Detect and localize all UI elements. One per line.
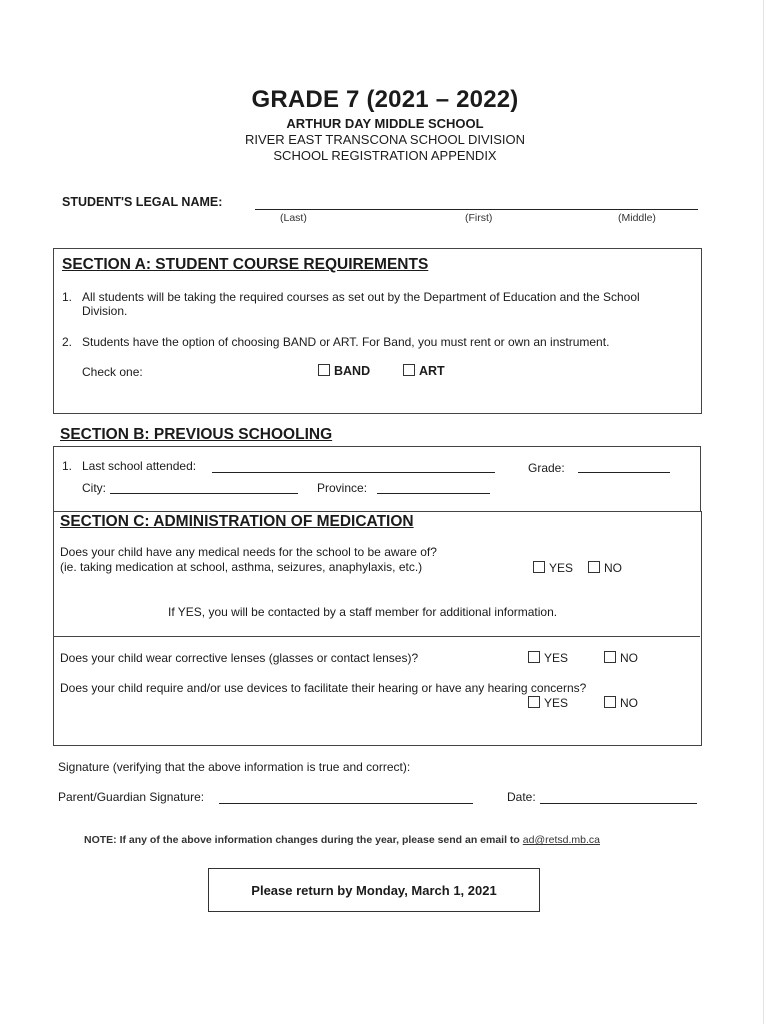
item2-text: Students have the option of choosing BAND or ART. For Band, you must rent or own an instrument. bbox=[82, 335, 610, 349]
last-name-caption: (Last) bbox=[280, 212, 307, 224]
art-label: ART bbox=[419, 364, 445, 378]
band-checkbox[interactable] bbox=[318, 364, 330, 376]
first-name-caption: (First) bbox=[465, 212, 493, 224]
signature-verify-text: Signature (verifying that the above information is true and correct): bbox=[58, 760, 411, 774]
no-label: NO bbox=[620, 696, 638, 710]
school-name: ARTHUR DAY MIDDLE SCHOOL bbox=[286, 116, 484, 131]
band-option[interactable] bbox=[318, 364, 370, 378]
hearing-yes-checkbox[interactable] bbox=[528, 696, 540, 708]
medical-examples: (ie. taking medication at school, asthma, seizures, anaphylaxis, etc.) bbox=[60, 560, 423, 574]
section-b-left-edge bbox=[53, 446, 54, 511]
province-label: Province: bbox=[317, 481, 368, 495]
middle-name-caption: (Middle) bbox=[618, 212, 656, 224]
section-b-right-edge bbox=[700, 446, 701, 511]
change-note bbox=[84, 834, 600, 846]
item1-number: 1. bbox=[62, 290, 73, 304]
yes-label: YES bbox=[544, 651, 569, 665]
date-field[interactable] bbox=[540, 803, 697, 804]
medical-no-checkbox[interactable] bbox=[588, 561, 600, 573]
return-deadline-text: Please return by Monday, March 1, 2021 bbox=[251, 882, 497, 898]
change-note-text: NOTE: If any of the above information changes during the year, please send an email to bbox=[84, 834, 520, 846]
province-field[interactable] bbox=[377, 493, 490, 494]
contact-email-link[interactable]: ad@retsd.mb.ca bbox=[522, 834, 600, 846]
item1-text-line1: All students will be taking the required courses as set out by the Department of Education and the School bbox=[82, 290, 640, 304]
grade-label: Grade: bbox=[528, 461, 565, 475]
appendix-title: SCHOOL REGISTRATION APPENDIX bbox=[273, 148, 497, 163]
check-one-label: Check one: bbox=[82, 365, 143, 379]
section-c-divider bbox=[53, 636, 700, 637]
hearing-yes-option[interactable] bbox=[528, 696, 568, 710]
hearing-no-checkbox[interactable] bbox=[604, 696, 616, 708]
item2-number: 2. bbox=[62, 335, 73, 349]
date-label: Date: bbox=[507, 790, 536, 804]
section-a-heading: SECTION A: STUDENT COURSE REQUIREMENTS bbox=[62, 256, 429, 273]
medical-no-option[interactable] bbox=[588, 561, 622, 575]
legal-name-label: STUDENT'S LEGAL NAME: bbox=[62, 195, 223, 209]
contact-note: If YES, you will be contacted by a staff member for additional information. bbox=[168, 605, 558, 619]
parent-signature-field[interactable] bbox=[219, 803, 473, 804]
hearing-question: Does your child require and/or use devices to facilitate their hearing or have any hearing concerns? bbox=[60, 681, 587, 695]
section-b-top-rule bbox=[53, 446, 700, 447]
no-label: NO bbox=[604, 561, 622, 575]
lenses-no-checkbox[interactable] bbox=[604, 651, 616, 663]
city-label: City: bbox=[82, 481, 106, 495]
last-school-field[interactable] bbox=[212, 472, 495, 473]
medical-yes-checkbox[interactable] bbox=[533, 561, 545, 573]
lenses-question: Does your child wear corrective lenses (glasses or contact lenses)? bbox=[60, 651, 419, 665]
return-deadline-box bbox=[208, 868, 540, 912]
division-name: RIVER EAST TRANSCONA SCHOOL DIVISION bbox=[244, 132, 526, 147]
art-option[interactable] bbox=[403, 364, 445, 378]
no-label: NO bbox=[620, 651, 638, 665]
sec-b-item-number: 1. bbox=[62, 459, 73, 473]
yes-label: YES bbox=[544, 696, 569, 710]
page-title: GRADE 7 (2021 – 2022) bbox=[251, 86, 519, 113]
section-c-heading: SECTION C: ADMINISTRATION OF MEDICATION bbox=[60, 513, 414, 530]
section-b-heading: SECTION B: PREVIOUS SCHOOLING bbox=[60, 426, 333, 443]
medical-question: Does your child have any medical needs for the school to be aware of? bbox=[60, 545, 437, 559]
hearing-no-option[interactable] bbox=[604, 696, 638, 710]
yes-label: YES bbox=[549, 561, 574, 575]
medical-yes-option[interactable] bbox=[533, 561, 573, 575]
art-checkbox[interactable] bbox=[403, 364, 415, 376]
last-school-label: Last school attended: bbox=[82, 459, 197, 473]
legal-name-field[interactable] bbox=[255, 209, 698, 210]
lenses-no-option[interactable] bbox=[604, 651, 638, 665]
item1-text-line2: Division. bbox=[82, 304, 128, 318]
band-label: BAND bbox=[334, 364, 371, 378]
grade-field[interactable] bbox=[578, 472, 670, 473]
lenses-yes-option[interactable] bbox=[528, 651, 568, 665]
lenses-yes-checkbox[interactable] bbox=[528, 651, 540, 663]
city-field[interactable] bbox=[110, 493, 298, 494]
parent-signature-label: Parent/Guardian Signature: bbox=[58, 790, 205, 804]
